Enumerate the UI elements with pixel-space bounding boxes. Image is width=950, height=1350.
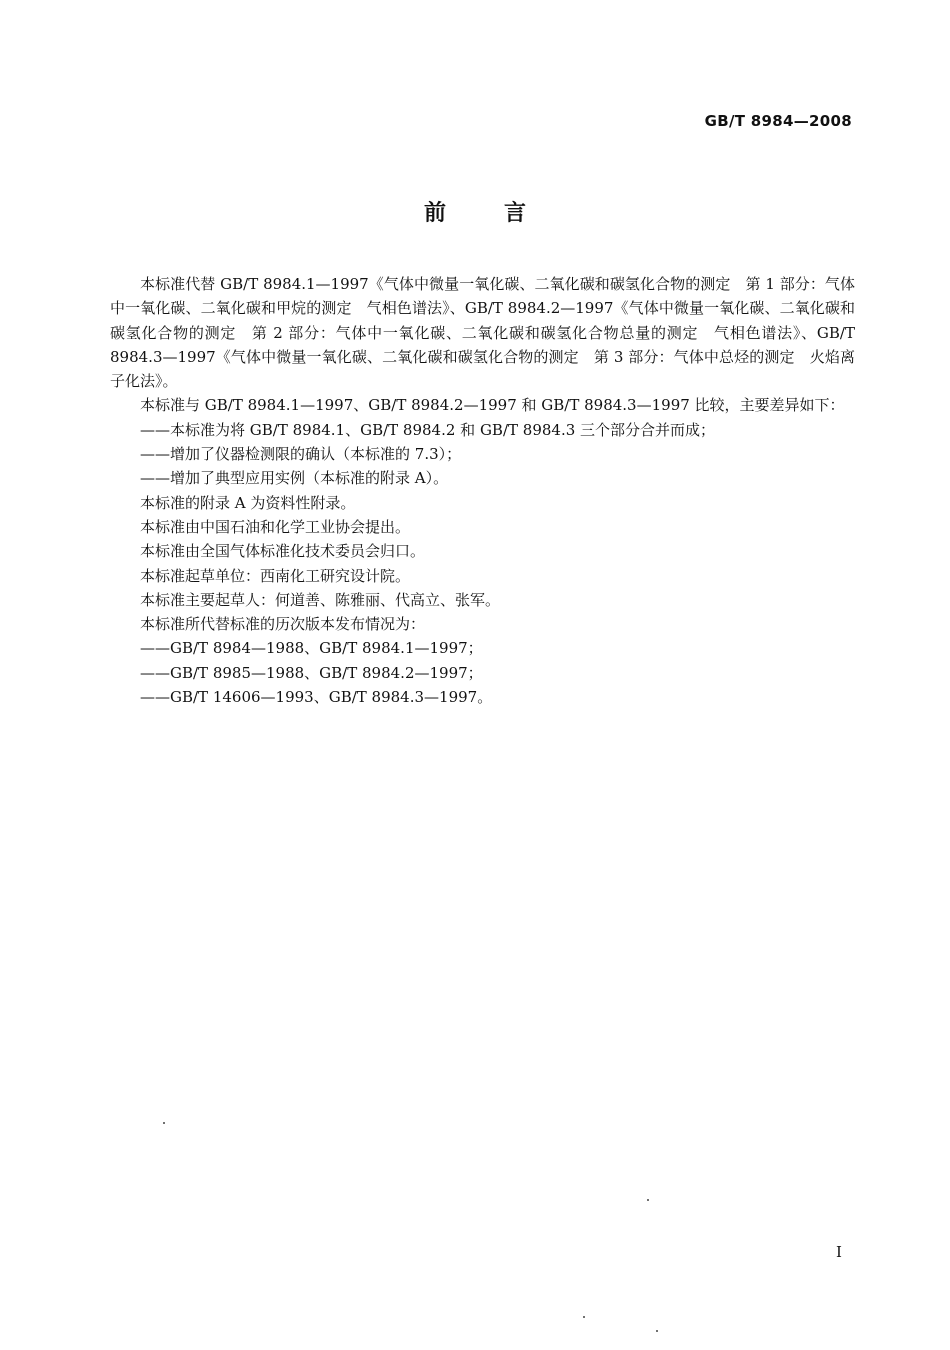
scan-speck bbox=[647, 1199, 649, 1201]
paragraph-history-intro: 本标准所代替标准的历次版本发布情况为： bbox=[140, 615, 426, 634]
standard-number: GB/T 8984—2008 bbox=[704, 112, 852, 130]
paragraph-drafters: 本标准主要起草人：何道善、陈雅丽、代高立、张军。 bbox=[140, 590, 501, 609]
difference-item: ——增加了仪器检测限的确认（本标准的 7.3）； bbox=[140, 445, 462, 464]
scan-speck bbox=[656, 1330, 658, 1332]
paragraph-proposer: 本标准由中国石油和化学工业协会提出。 bbox=[140, 517, 411, 536]
history-item: ——GB/T 8984—1988、GB/T 8984.1—1997； bbox=[140, 639, 483, 658]
difference-item: ——本标准为将 GB/T 8984.1、GB/T 8984.2 和 GB/T 8984.3 三个部分合并而成； bbox=[140, 420, 716, 439]
history-item: ——GB/T 14606—1993、GB/T 8984.3—1997。 bbox=[140, 688, 493, 707]
history-item: ——GB/T 8985—1988、GB/T 8984.2—1997； bbox=[140, 663, 483, 682]
page-number: I bbox=[836, 1243, 842, 1261]
paragraph-appendix: 本标准的附录 A 为资料性附录。 bbox=[140, 493, 356, 512]
page-title: 前言 bbox=[423, 201, 584, 226]
foreword-body bbox=[110, 272, 855, 709]
paragraph-committee: 本标准由全国气体标准化技术委员会归口。 bbox=[140, 542, 426, 561]
paragraph-replacement: 本标准代替 GB/T 8984.1—1997《气体中微量一氧化碳、二氧化碳和碳氢化合物的测定 第 1 部分：气体中一氧化碳、二氧化碳和甲烷的测定 气相色谱法》、GB/T 8984.2—1997《气体中微量一氧化碳、二氧化碳和碳氢化合物的测定 第 2 部分：气体中一氧化碳、二氧化碳和碳氢化合物总量的测定 气相色谱法》、GB/T 8984.3—1997《气体中微量一氧化碳、二氧化碳和碳氢化合物的测定 第 3 部分：气体中总烃的测定 火焰离子化法》。 bbox=[110, 275, 855, 391]
paragraph-drafting-unit: 本标准起草单位：西南化工研究设计院。 bbox=[140, 566, 411, 585]
scan-speck bbox=[163, 1122, 165, 1124]
paragraph-comparison: 本标准与 GB/T 8984.1—1997、GB/T 8984.2—1997 和 GB/T 8984.3—1997 比较，主要差异如下： bbox=[140, 396, 845, 415]
difference-item: ——增加了典型应用实例（本标准的附录 A）。 bbox=[140, 469, 449, 488]
scan-speck bbox=[583, 1316, 585, 1318]
